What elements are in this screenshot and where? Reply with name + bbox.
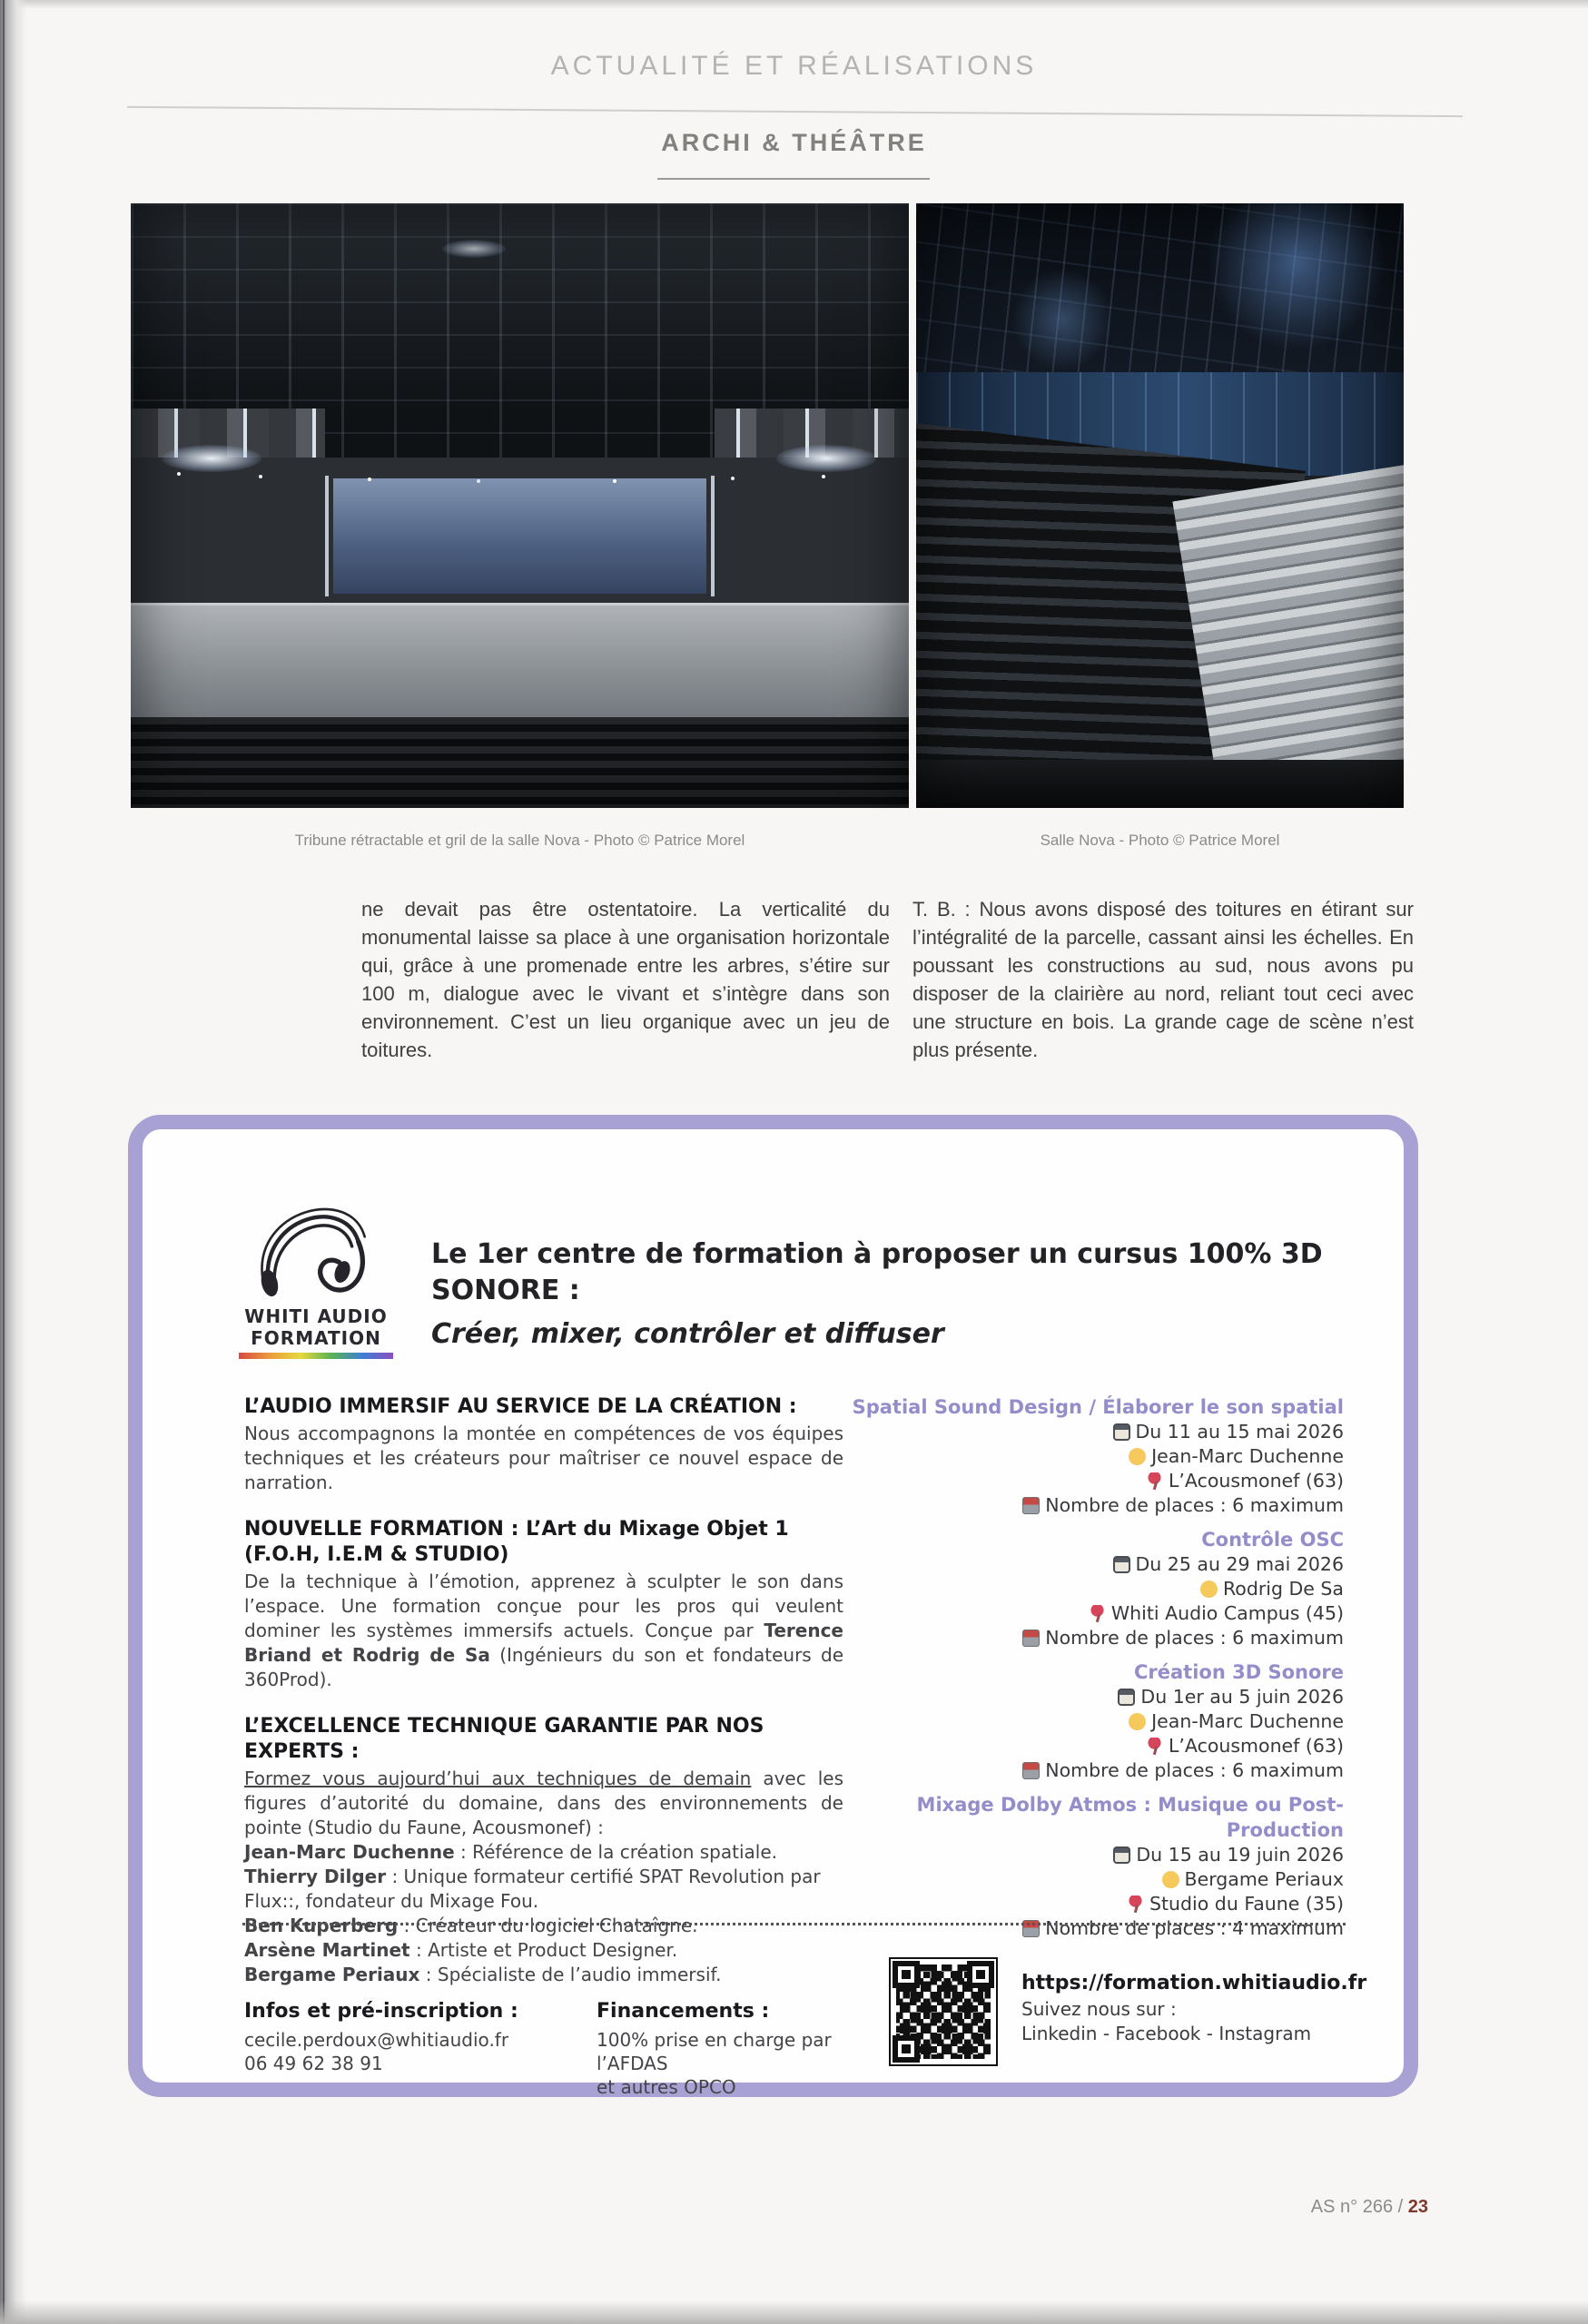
session-date: Du 25 au 29 mai 2026: [1135, 1553, 1344, 1575]
journal-issue: AS n° 266 /: [1310, 2197, 1408, 2217]
session-row: [842, 1758, 1344, 1783]
session-block: [842, 1527, 1344, 1650]
person-icon: [1129, 1713, 1146, 1730]
financing-block: [597, 1999, 896, 2099]
session-location: Studio du Faune (35): [1149, 1893, 1344, 1915]
whiti-audio-ad: [128, 1115, 1418, 2097]
session-row: [842, 1601, 1344, 1626]
contact-heading: Infos et pré-inscription :: [244, 2000, 518, 2023]
section-underline: [657, 178, 930, 180]
social-networks: Linkedin - Facebook - Instagram: [1021, 2023, 1312, 2044]
ad-heading-formation-l1: NOUVELLE FORMATION : L’Art du Mixage Objet 1: [244, 1518, 789, 1541]
web-block: [1021, 1970, 1385, 2046]
session-capacity: Nombre de places : 6 maximum: [1045, 1759, 1344, 1781]
session-trainer: Rodrig De Sa: [1222, 1578, 1344, 1600]
ad-heading-formation: [244, 1517, 843, 1568]
person-icon: [1162, 1871, 1179, 1888]
calendar-icon: [1113, 1556, 1130, 1573]
pin-icon: [1127, 1896, 1144, 1913]
expert-desc: : Référence de la création spatiale.: [454, 1841, 777, 1863]
session-block: [842, 1394, 1344, 1518]
session-location: L’Acousmonef (63): [1168, 1470, 1344, 1492]
session-trainer: Jean-Marc Duchenne: [1151, 1445, 1344, 1467]
expert-name: Ben Kuperberg: [244, 1915, 399, 1936]
ad-sessions-column: [842, 1394, 1344, 1950]
session-row: [842, 1552, 1344, 1577]
ad-paragraph-text: De la technique à l’émotion, apprenez à sculpter le son dans l’espace. Une formation conçue pour les pros qui veulent dominer les systèmes immersifs actuels. Conçue par: [244, 1571, 843, 1641]
financing-line: et autres OPCO: [597, 2076, 736, 2098]
expert-desc: : Spécialiste de l’audio immersif.: [419, 1964, 722, 1985]
seats-icon: [1022, 1762, 1040, 1779]
ad-paragraph: [244, 1767, 843, 1840]
session-row: [842, 1420, 1344, 1444]
ad-title: [431, 1236, 1366, 1353]
logo-rainbow-bar: [239, 1353, 393, 1359]
expert-line: [244, 1938, 843, 1963]
photo-stage-nova: [131, 203, 909, 808]
ad-paragraph: Nous accompagnons la montée en compétences de vos équipes techniques et les créateurs pour maîtriser ce nouvel espace de narration.: [244, 1423, 843, 1493]
page-edge-bottom: [0, 2300, 1588, 2324]
article-column-left: ne devait pas être ostentatoire. La verticalité du monumental laisse sa place à une organisation horizontale qui, grâce à une promenade entre les arbres, s’étire sur 100 m, dialogue avec le vivant et s’intègre dans son environnement. C’est un lieu organique avec un jeu de toitures.: [361, 898, 890, 1061]
session-block: [842, 1792, 1344, 1941]
session-capacity: Nombre de places : 6 maximum: [1045, 1494, 1344, 1516]
ad-underlined-text: Formez vous aujourd’hui aux techniques de demain: [244, 1768, 752, 1789]
pin-icon: [1146, 1738, 1163, 1755]
seats-icon: [1022, 1497, 1040, 1514]
page-footer: [1311, 2197, 1428, 2218]
qr-finder: [967, 1961, 994, 1988]
expert-desc: : Créateur du logiciel Chataîgne.: [398, 1915, 698, 1936]
photo-vignette: [131, 203, 909, 808]
session-row: [842, 1709, 1344, 1734]
session-row: [842, 1685, 1344, 1709]
session-capacity: Nombre de places : 6 maximum: [1045, 1627, 1344, 1649]
ad-paragraph-text: (Ingénieurs du son et fondateurs de 360Prod).: [244, 1644, 843, 1690]
expert-line: [244, 1865, 843, 1914]
experts-list: [244, 1840, 843, 1987]
expert-name: Arsène Martinet: [244, 1939, 410, 1961]
session-row: [842, 1916, 1344, 1941]
ad-heading-immersif: L’AUDIO IMMERSIF AU SERVICE DE LA CRÉATION :: [244, 1395, 797, 1418]
session-row: [842, 1734, 1344, 1758]
session-row: [842, 1892, 1344, 1916]
calendar-icon: [1118, 1689, 1135, 1706]
qr-code: [889, 1957, 998, 2066]
pin-icon: [1146, 1472, 1163, 1490]
session-date: Du 15 au 19 juin 2026: [1136, 1844, 1344, 1866]
header-rule: [127, 106, 1463, 117]
section-title: ARCHI & THÉÂTRE: [661, 129, 927, 156]
page-edge-top: [0, 0, 1588, 9]
photo-caption-left: Tribune rétractable et gril de la salle Nova - Photo © Patrice Morel: [294, 832, 745, 849]
expert-name: Bergame Periaux: [244, 1964, 420, 1985]
ad-paragraph: [244, 1570, 843, 1692]
session-trainer: Jean-Marc Duchenne: [1151, 1710, 1344, 1732]
session-title: Mixage Dolby Atmos : Musique ou Post-Production: [916, 1794, 1344, 1841]
qr-finder: [893, 2035, 920, 2063]
session-row: [842, 1493, 1344, 1518]
photo-vignette: [916, 203, 1404, 808]
seats-icon: [1022, 1630, 1040, 1647]
follow-label: Suivez nous sur :: [1021, 1998, 1177, 2020]
ad-left-column: [244, 1394, 843, 1987]
calendar-icon: [1113, 1423, 1130, 1441]
expert-line: [244, 1840, 843, 1865]
session-row: [842, 1867, 1344, 1892]
expert-line: [244, 1963, 843, 1987]
logo-text-line1: WHITI AUDIO: [244, 1305, 388, 1327]
financing-heading: Financements :: [597, 2000, 770, 2023]
contact-block: [244, 1999, 544, 2075]
session-title: Contrôle OSC: [1201, 1529, 1344, 1551]
session-date: Du 11 au 15 mai 2026: [1135, 1421, 1344, 1443]
ad-paragraph-text: avec les figures d’autorité du domaine, dans des environnements de pointe (Studio du Faune, Acousmonef) :: [244, 1768, 843, 1838]
session-row: [842, 1444, 1344, 1469]
ad-heading-experts: L’EXCELLENCE TECHNIQUE GARANTIE PAR NOS EXPERTS :: [244, 1715, 764, 1763]
dotted-separator: [242, 1923, 1346, 1925]
page-edge-left: [0, 0, 27, 2324]
ad-title-line2: Créer, mixer, contrôler et diffuser: [431, 1318, 944, 1350]
header-kicker: ACTUALITÉ ET RÉALISATIONS: [550, 51, 1038, 81]
article-column-right: T. B. : Nous avons disposé des toitures en étirant sur l’intégralité de la parcelle, cassant ainsi les échelles. En poussant les constructions au sud, nous avons pu disposer de la clairière au nord, reliant tout ceci avec une structure en bois. La grande cage de scène n’est plus présente.: [912, 898, 1414, 1061]
expert-name: Thierry Dilger: [244, 1866, 387, 1887]
person-icon: [1129, 1448, 1146, 1465]
ad-title-line1: Le 1er centre de formation à proposer un cursus 100% 3D SONORE :: [431, 1238, 1323, 1306]
session-row: [842, 1577, 1344, 1601]
person-icon: [1200, 1581, 1218, 1598]
financing-line: 100% prise en charge par l’AFDAS: [597, 2029, 832, 2074]
session-title: Création 3D Sonore: [1134, 1661, 1344, 1683]
whiti-audio-logo: [230, 1186, 402, 1359]
photo-salle-nova: [916, 203, 1404, 808]
ad-paragraph-bold-names: Terence Briand et Rodrig de Sa: [244, 1620, 843, 1666]
expert-name: Jean-Marc Duchenne: [244, 1841, 455, 1863]
ad-heading-formation-l2: (F.O.H, I.E.M & STUDIO): [244, 1543, 509, 1566]
qr-finder: [893, 1961, 920, 1988]
pin-icon: [1089, 1605, 1106, 1622]
expert-desc: : Artiste et Product Designer.: [409, 1939, 678, 1961]
session-block: [842, 1659, 1344, 1783]
session-date: Du 1er au 5 juin 2026: [1140, 1686, 1344, 1708]
contact-email: cecile.perdoux@whitiaudio.fr: [244, 2029, 509, 2051]
photo-caption-right: Salle Nova - Photo © Patrice Morel: [1040, 832, 1280, 849]
session-row: [842, 1469, 1344, 1493]
expert-desc: : Unique formateur certifié SPAT Revolution par Flux::, fondateur du Mixage Fou.: [244, 1866, 821, 1912]
contact-phone: 06 49 62 38 91: [244, 2053, 383, 2074]
website-url: https://formation.whitiaudio.fr: [1021, 1972, 1367, 1994]
session-location: L’Acousmonef (63): [1168, 1735, 1344, 1757]
calendar-icon: [1113, 1846, 1130, 1864]
session-capacity: Nombre de places : 4 maximum: [1045, 1917, 1344, 1939]
session-row: [842, 1843, 1344, 1867]
page-number: 23: [1407, 2197, 1428, 2217]
logo-text-line2: FORMATION: [251, 1327, 381, 1349]
headphones-icon: [240, 1186, 392, 1305]
expert-line: [244, 1914, 843, 1938]
session-location: Whiti Audio Campus (45): [1110, 1602, 1344, 1624]
session-row: [842, 1626, 1344, 1650]
session-title: Spatial Sound Design / Élaborer le son spatial: [852, 1396, 1344, 1418]
session-trainer: Bergame Periaux: [1184, 1868, 1344, 1890]
